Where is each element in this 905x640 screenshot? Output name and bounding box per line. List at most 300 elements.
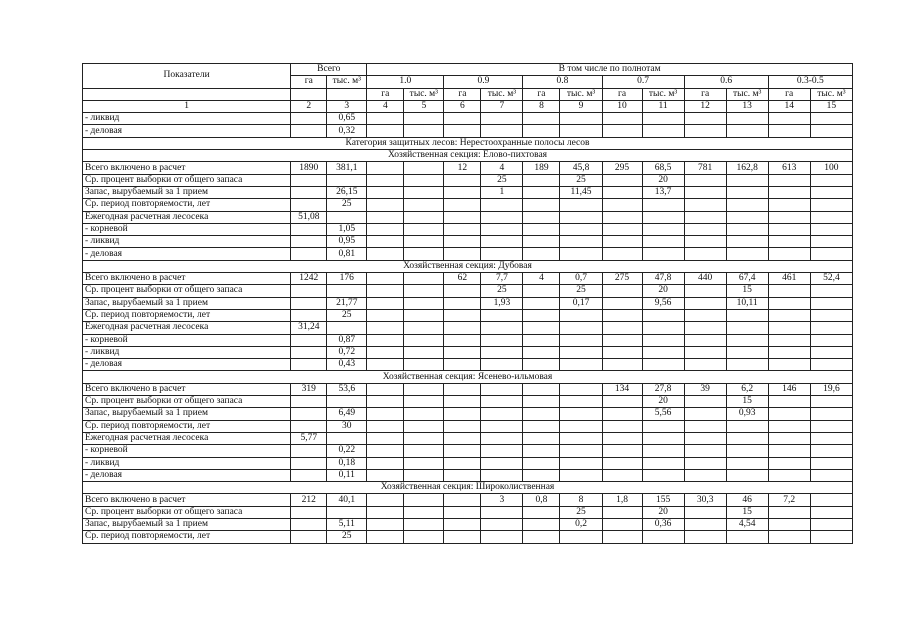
table-cell: 62 [444, 273, 481, 285]
table-cell: 1,93 [481, 297, 523, 309]
table-cell: 0,7 [560, 273, 602, 285]
table-row [83, 273, 853, 285]
table-cell [684, 125, 726, 137]
table-cell [684, 334, 726, 346]
table-cell [768, 457, 810, 469]
table-cell [444, 457, 481, 469]
table-cell [444, 211, 481, 223]
table-cell [602, 469, 642, 481]
table-cell [444, 199, 481, 211]
table-cell [404, 334, 444, 346]
table-cell [291, 346, 327, 358]
section-title: Хозяйственная секция: Елово-пихтовая [83, 150, 853, 162]
table-row [83, 223, 853, 235]
table-cell [367, 506, 404, 518]
table-cell: 134 [602, 383, 642, 395]
table-cell [481, 199, 523, 211]
table-cell [768, 248, 810, 260]
table-cell [444, 408, 481, 420]
unit-m3: тыс. м³ [560, 88, 602, 100]
table-cell [404, 506, 444, 518]
table-cell [810, 420, 852, 432]
table-cell [602, 297, 642, 309]
table-cell [523, 309, 560, 321]
table-cell [602, 346, 642, 358]
table-cell [810, 285, 852, 297]
table-cell [684, 396, 726, 408]
table-cell [602, 285, 642, 297]
table-cell [481, 518, 523, 530]
table-cell [810, 408, 852, 420]
table-row [83, 457, 853, 469]
section-header-row [83, 137, 853, 149]
table-cell [602, 420, 642, 432]
table-cell [367, 396, 404, 408]
table-cell [481, 322, 523, 334]
table-cell [768, 125, 810, 137]
table-cell: 0,93 [726, 408, 768, 420]
table-cell: 25 [560, 285, 602, 297]
table-cell [726, 334, 768, 346]
table-cell [523, 211, 560, 223]
table-cell [367, 469, 404, 481]
table-cell [684, 113, 726, 125]
table-cell [367, 457, 404, 469]
table-cell [291, 125, 327, 137]
table-cell: 100 [810, 162, 852, 174]
table-row [83, 420, 853, 432]
table-cell [523, 125, 560, 137]
table-cell [367, 162, 404, 174]
row-label: - ликвид [83, 346, 291, 358]
table-cell [560, 396, 602, 408]
table-row [83, 408, 853, 420]
table-cell: 8 [560, 494, 602, 506]
table-cell [560, 211, 602, 223]
col-number: 6 [444, 100, 481, 112]
table-cell: 0,81 [327, 248, 367, 260]
table-cell [404, 432, 444, 444]
table-row [83, 359, 853, 371]
table-cell [726, 186, 768, 198]
table-cell [404, 518, 444, 530]
table-cell: 1,05 [327, 223, 367, 235]
table-cell [642, 223, 684, 235]
table-cell [602, 445, 642, 457]
table-cell [560, 420, 602, 432]
table-cell [684, 186, 726, 198]
table-cell [481, 334, 523, 346]
table-cell [560, 457, 602, 469]
row-label: - корневой [83, 223, 291, 235]
table-cell: 4,54 [726, 518, 768, 530]
table-cell [726, 174, 768, 186]
density-6: 0.3-0.5 [768, 76, 852, 88]
table-cell [523, 186, 560, 198]
table-cell [810, 236, 852, 248]
table-cell [602, 125, 642, 137]
table-cell: 0,17 [560, 297, 602, 309]
section-header-row [83, 150, 853, 162]
table-cell [560, 309, 602, 321]
row-label: - деловая [83, 359, 291, 371]
table-cell [768, 518, 810, 530]
table-cell [291, 309, 327, 321]
table-cell: 25 [327, 199, 367, 211]
table-cell [481, 223, 523, 235]
table-cell [810, 469, 852, 481]
table-cell [481, 359, 523, 371]
table-cell: 0,18 [327, 457, 367, 469]
table-cell [444, 445, 481, 457]
table-header [83, 64, 853, 113]
table-cell [404, 309, 444, 321]
table-cell: 52,4 [810, 273, 852, 285]
table-cell: 0,8 [523, 494, 560, 506]
table-cell [810, 186, 852, 198]
table-cell: 19,6 [810, 383, 852, 395]
table-row [83, 346, 853, 358]
section-header-row [83, 482, 853, 494]
table-cell [684, 211, 726, 223]
table-cell [602, 322, 642, 334]
table-cell [810, 309, 852, 321]
table-cell [327, 211, 367, 223]
table-cell: 10,11 [726, 297, 768, 309]
table-cell [726, 445, 768, 457]
table-cell: 4 [523, 273, 560, 285]
col-number: 8 [523, 100, 560, 112]
table-cell [810, 432, 852, 444]
table-cell [726, 125, 768, 137]
table-cell [560, 445, 602, 457]
table-cell [367, 174, 404, 186]
table-cell [768, 334, 810, 346]
table-cell: 15 [726, 396, 768, 408]
table-row [83, 518, 853, 530]
table-cell [327, 285, 367, 297]
table-cell [684, 297, 726, 309]
table-cell: 0,43 [327, 359, 367, 371]
table-cell [560, 346, 602, 358]
table-cell [642, 346, 684, 358]
table-cell [444, 420, 481, 432]
table-cell [327, 506, 367, 518]
table-cell [367, 223, 404, 235]
density-3: 0.8 [523, 76, 602, 88]
col-number: 7 [481, 100, 523, 112]
table-cell: 1,8 [602, 494, 642, 506]
table-cell: 781 [684, 162, 726, 174]
table-cell [810, 518, 852, 530]
table-cell [726, 236, 768, 248]
table-cell [810, 223, 852, 235]
table-cell [810, 494, 852, 506]
table-cell [481, 211, 523, 223]
header-indicators: Показатели [83, 64, 291, 89]
table-cell [404, 359, 444, 371]
table-cell [444, 359, 481, 371]
table-cell [481, 396, 523, 408]
table-cell [481, 125, 523, 137]
table-cell [523, 432, 560, 444]
table-cell [444, 236, 481, 248]
table-cell [291, 506, 327, 518]
table-cell [768, 199, 810, 211]
table-cell [523, 248, 560, 260]
table-cell [523, 469, 560, 481]
unit-ha: га [684, 88, 726, 100]
table-cell [444, 113, 481, 125]
table-cell: 25 [560, 174, 602, 186]
table-cell: 21,77 [327, 297, 367, 309]
table-cell [560, 199, 602, 211]
table-row [83, 113, 853, 125]
table-cell [404, 113, 444, 125]
table-cell [726, 322, 768, 334]
col-number: 15 [810, 100, 852, 112]
unit-ha: га [367, 88, 404, 100]
table-cell: 20 [642, 285, 684, 297]
table-cell [642, 199, 684, 211]
table-cell: 68,5 [642, 162, 684, 174]
header-spacer [291, 88, 327, 100]
table-cell: 20 [642, 174, 684, 186]
table-cell [404, 383, 444, 395]
col-number: 12 [684, 100, 726, 112]
table-cell: 5,56 [642, 408, 684, 420]
header-spacer [327, 88, 367, 100]
table-cell: 27,8 [642, 383, 684, 395]
section-title: Хозяйственная секция: Дубовая [83, 260, 853, 272]
table-cell [481, 469, 523, 481]
table-cell: 1242 [291, 273, 327, 285]
table-cell [768, 297, 810, 309]
col-number: 1 [83, 100, 291, 112]
table-cell [404, 457, 444, 469]
table-cell [602, 359, 642, 371]
table-cell [726, 531, 768, 543]
table-cell: 39 [684, 383, 726, 395]
table-cell [810, 199, 852, 211]
table-cell [291, 248, 327, 260]
table-cell [367, 420, 404, 432]
table-cell: 212 [291, 494, 327, 506]
table-cell: 11,45 [560, 186, 602, 198]
table-cell [523, 457, 560, 469]
table-cell: 20 [642, 506, 684, 518]
table-cell [367, 236, 404, 248]
table-cell [404, 125, 444, 137]
table-cell [404, 469, 444, 481]
table-row [83, 236, 853, 248]
table-row [83, 125, 853, 137]
table-cell [768, 359, 810, 371]
table-cell [726, 211, 768, 223]
table-cell: 5,77 [291, 432, 327, 444]
table-cell [523, 408, 560, 420]
table-cell [768, 420, 810, 432]
table-cell [444, 174, 481, 186]
row-label: Ср. процент выборки от общего запаса [83, 285, 291, 297]
table-cell [291, 236, 327, 248]
table-cell [642, 469, 684, 481]
col-number: 10 [602, 100, 642, 112]
table-cell [810, 346, 852, 358]
col-number: 14 [768, 100, 810, 112]
table-cell [684, 531, 726, 543]
table-cell [810, 445, 852, 457]
table-cell: 613 [768, 162, 810, 174]
table-row [83, 211, 853, 223]
column-number-row [83, 100, 853, 112]
forest-data-table [82, 63, 853, 544]
table-cell [810, 174, 852, 186]
table-cell [684, 223, 726, 235]
table-cell: 319 [291, 383, 327, 395]
table-cell [726, 469, 768, 481]
unit-ha: га [768, 88, 810, 100]
table-cell [444, 322, 481, 334]
table-cell [367, 273, 404, 285]
row-label: Ежегодная расчетная лесосека [83, 322, 291, 334]
table-cell [602, 457, 642, 469]
table-cell [810, 211, 852, 223]
table-cell [367, 383, 404, 395]
table-cell: 6,49 [327, 408, 367, 420]
table-cell [523, 174, 560, 186]
table-cell [404, 346, 444, 358]
table-cell [810, 457, 852, 469]
table-cell [367, 186, 404, 198]
table-cell [481, 531, 523, 543]
table-cell: 6,2 [726, 383, 768, 395]
table-cell [367, 432, 404, 444]
row-label: Запас, вырубаемый за 1 прием [83, 408, 291, 420]
table-cell [444, 383, 481, 395]
table-row [83, 186, 853, 198]
table-row [83, 199, 853, 211]
table-cell: 25 [481, 285, 523, 297]
table-cell [560, 248, 602, 260]
table-cell: 146 [768, 383, 810, 395]
table-cell [367, 531, 404, 543]
table-cell [444, 223, 481, 235]
table-cell [684, 420, 726, 432]
table-cell [291, 223, 327, 235]
table-cell: 0,95 [327, 236, 367, 248]
table-cell [367, 211, 404, 223]
density-4: 0.7 [602, 76, 684, 88]
table-cell: 25 [327, 309, 367, 321]
density-1: 1.0 [367, 76, 444, 88]
table-cell: 1 [481, 186, 523, 198]
table-cell [642, 211, 684, 223]
col-number: 3 [327, 100, 367, 112]
table-cell [560, 223, 602, 235]
table-cell [481, 506, 523, 518]
table-cell [602, 334, 642, 346]
table-cell [523, 383, 560, 395]
table-cell [602, 113, 642, 125]
table-cell [291, 420, 327, 432]
table-row [83, 432, 853, 444]
table-cell [602, 506, 642, 518]
table-cell: 7,2 [768, 494, 810, 506]
table-cell [642, 531, 684, 543]
table-cell [367, 518, 404, 530]
table-cell [768, 309, 810, 321]
row-label: Ср. период повторяемости, лет [83, 309, 291, 321]
row-label: Ежегодная расчетная лесосека [83, 432, 291, 444]
table-cell [523, 506, 560, 518]
table-cell [523, 346, 560, 358]
table-cell: 3 [481, 494, 523, 506]
table-cell: 0,22 [327, 445, 367, 457]
table-cell [768, 236, 810, 248]
table-cell [560, 359, 602, 371]
row-label: - корневой [83, 334, 291, 346]
table-cell: 440 [684, 273, 726, 285]
col-number: 4 [367, 100, 404, 112]
table-cell [810, 531, 852, 543]
table-cell [444, 432, 481, 444]
table-cell: 0,11 [327, 469, 367, 481]
table-cell: 67,4 [726, 273, 768, 285]
table-cell [642, 309, 684, 321]
unit-m3: тыс. м³ [404, 88, 444, 100]
table-cell [404, 248, 444, 260]
table-cell [481, 346, 523, 358]
table-cell [726, 420, 768, 432]
table-cell [684, 359, 726, 371]
table-cell [367, 445, 404, 457]
table-cell [404, 211, 444, 223]
row-label: - деловая [83, 469, 291, 481]
table-cell: 25 [327, 531, 367, 543]
table-cell [602, 408, 642, 420]
col-number: 11 [642, 100, 684, 112]
table-cell [642, 125, 684, 137]
table-cell [560, 125, 602, 137]
row-label: Всего включено в расчет [83, 383, 291, 395]
row-label: Ср. процент выборки от общего запаса [83, 506, 291, 518]
row-label: Ср. процент выборки от общего запаса [83, 396, 291, 408]
table-cell [523, 445, 560, 457]
row-label: Всего включено в расчет [83, 162, 291, 174]
table-cell [810, 334, 852, 346]
table-cell [523, 322, 560, 334]
table-cell [367, 248, 404, 260]
row-label: - деловая [83, 248, 291, 260]
table-cell: 176 [327, 273, 367, 285]
table-cell: 5,11 [327, 518, 367, 530]
table-cell [684, 248, 726, 260]
table-cell [642, 334, 684, 346]
row-label: Ср. период повторяемости, лет [83, 420, 291, 432]
table-cell [768, 469, 810, 481]
table-cell: 0,2 [560, 518, 602, 530]
table-cell [684, 174, 726, 186]
row-label: Запас, вырубаемый за 1 прием [83, 297, 291, 309]
table-cell [404, 162, 444, 174]
table-cell: 46 [726, 494, 768, 506]
table-cell: 0,87 [327, 334, 367, 346]
table-cell [602, 199, 642, 211]
table-cell [810, 113, 852, 125]
table-cell [642, 445, 684, 457]
table-cell [291, 457, 327, 469]
